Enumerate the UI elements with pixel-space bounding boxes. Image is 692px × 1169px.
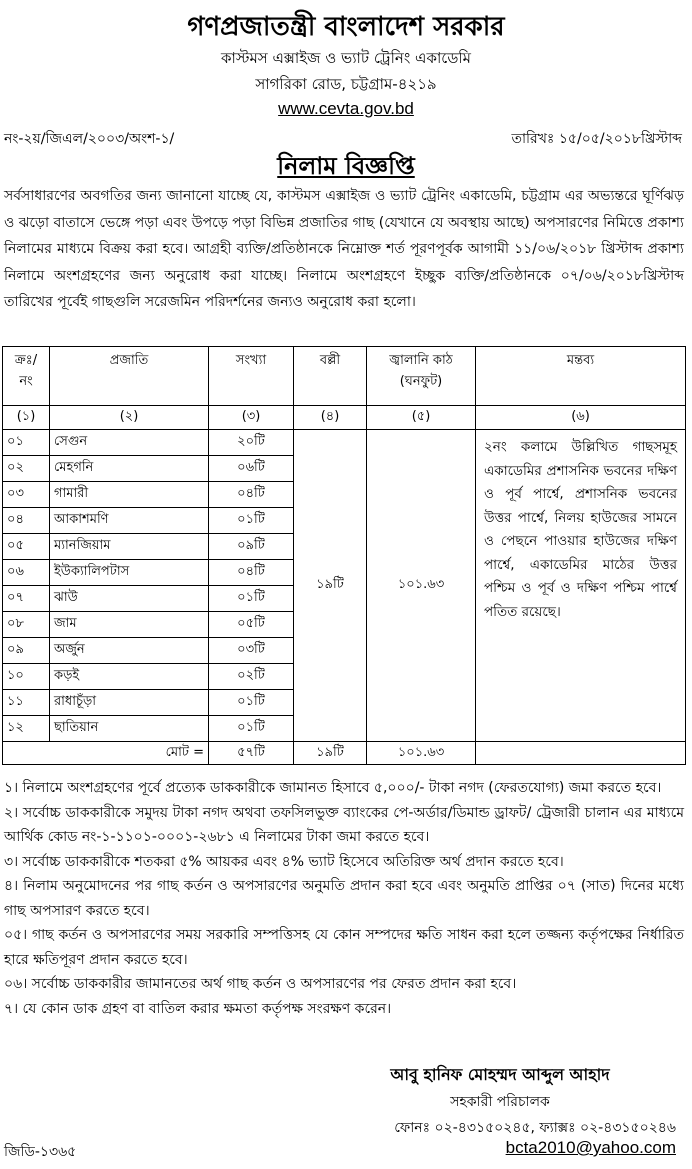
remarks-cell: ২নং কলামে উল্লিখিত গাছসমূহ একাডেমির প্রশাসনিক ভবনের দক্ষিণ ও পূর্ব পার্শ্বে, প্রশাসনিক ভবনের উত্তর পার্শ্বে, নিলয় হাউজের সামনে ও পেছনে পাওয়ার হাউজের দক্ষিণ পার্শ্বে, একাডেমির মাঠের উত্তর পশ্চিম ও পূর্ব ও দক্ষিণ পশ্চিম পার্শ্বে পতিত রয়েছে। — [476, 430, 686, 742]
notice-title: নিলাম বিজ্ঞপ্তি — [277, 152, 415, 180]
column-number-row — [3, 406, 686, 430]
col-header-remarks: মন্তব্য — [476, 347, 686, 406]
conditions-list — [4, 776, 684, 1021]
count-cell: ০৬টি — [209, 456, 294, 482]
col-header-balli: বল্লী — [294, 347, 367, 406]
col-number: (৫) — [367, 406, 476, 430]
species-cell: মেহগনি — [50, 456, 209, 482]
condition-item: ২। সর্বোচ্চ ডাককারীকে সমুদয় টাকা নগদ অথবা তফসিলভুক্ত ব্যাংকের পে-অর্ডার/ডিমান্ড ড্রাফট/ ট্রেজারী চালান এর মাধ্যমে আর্থিক কোড নং-১-১১০১-০০০১-২৬৮১ এ নিলামের টাকা জমা করতে হবে। — [4, 804, 684, 845]
col-number: (২) — [50, 406, 209, 430]
species-cell: গামারী — [50, 482, 209, 508]
serial-cell: ১২ — [3, 716, 50, 742]
serial-cell: ০২ — [3, 456, 50, 482]
condition-item: ৪। নিলাম অনুমোদনের পর গাছ কর্তন ও অপসারণের অনুমতি প্রদান করা হবে এবং অনুমতি প্রাপ্তির ০৭ (সাত) দিনের মধ্যে গাছ অপসারণ করতে হবে। — [4, 878, 684, 919]
signatory-designation: সহকারী পরিচালক — [450, 1094, 550, 1110]
col-header-serial: ক্রঃ/ নং — [3, 347, 50, 406]
serial-cell: ১১ — [3, 690, 50, 716]
species-cell: ঝাউ — [50, 586, 209, 612]
col-header-species: প্রজাতি — [50, 347, 209, 406]
col-number: (৪) — [294, 406, 367, 430]
serial-cell: ০৪ — [3, 508, 50, 534]
species-cell: রাধাচূঁড়া — [50, 690, 209, 716]
count-cell: ০৪টি — [209, 560, 294, 586]
table-row — [3, 430, 686, 456]
col-header-firewood: জ্বালানি কাঠ (ঘনফুট) — [367, 347, 476, 406]
serial-cell: ০৩ — [3, 482, 50, 508]
academy-address: সাগরিকা রোড, চট্টগ্রাম-৪২১৯ — [255, 75, 437, 93]
serial-cell: ০৬ — [3, 560, 50, 586]
count-cell: ০২টি — [209, 664, 294, 690]
col-number: (১) — [3, 406, 50, 430]
condition-item: ১। নিলামে অংশগ্রহণের পূর্বে প্রত্যেক ডাককারীকে জামানত হিসাবে ৫,০০০/- টাকা নগদ (ফেরতযোগ্য) জমা করতে হবে। — [4, 780, 662, 796]
species-cell: ছাতিয়ান — [50, 716, 209, 742]
condition-item: ৩। সর্বোচ্চ ডাককারীকে শতকরা ৫% আয়কর এবং ৪% ভ্যাট হিসেবে অতিরিক্ত অর্থ প্রদান করতে হবে। — [4, 853, 564, 870]
contact-phone-fax: ফোনঃ ০২-৪৩১৫০২৪৫, ফ্যাক্সঃ ০২-৪৩১৫০২৪৬ — [394, 1120, 676, 1136]
table-header-row — [3, 347, 686, 406]
serial-cell: ০৯ — [3, 638, 50, 664]
gd-number: জিডি-১৩৬৫ — [4, 1144, 77, 1160]
count-cell: ০৪টি — [209, 482, 294, 508]
species-cell: ইউক্যালিপটাস — [50, 560, 209, 586]
firewood-cell: ১০১.৬৩ — [367, 430, 476, 742]
total-count: ৫৭টি — [209, 742, 294, 765]
condition-item: ০৬। সর্বোচ্চ ডাককারীর জামানতের অর্থ গাছ কর্তন ও অপসারণের পর ফেরত প্রদান করা হবে। — [4, 976, 517, 992]
count-cell: ০৩টি — [209, 638, 294, 664]
condition-item: ০৫। গাছ কর্তন ও অপসারণের সময় সরকারি সম্পত্তিসহ যে কোন সম্পদের ক্ষতি সাধন করা হলে তজ্জন্য কর্তৃপক্ষের নির্ধারিত হারে ক্ষতিপূরণ প্রদান করতে হবে। — [4, 927, 684, 968]
species-cell: জাম — [50, 612, 209, 638]
col-number: (৬) — [476, 406, 686, 430]
col-number: (৩) — [209, 406, 294, 430]
total-row — [3, 742, 686, 765]
website-link[interactable]: www.cevta.gov.bd — [278, 99, 414, 118]
species-cell: সেগুন — [50, 430, 209, 456]
total-firewood: ১০১.৬৩ — [367, 742, 476, 765]
notice-date: তারিখঃ ১৫/০৫/২০১৮খ্রিস্টাব্দ — [511, 131, 682, 147]
serial-cell: ০১ — [3, 430, 50, 456]
government-heading: গণপ্রজাতন্ত্রী বাংলাদেশ সরকার — [187, 12, 505, 42]
serial-cell: ১০ — [3, 664, 50, 690]
species-cell: অর্জুন — [50, 638, 209, 664]
tree-list-table — [2, 346, 686, 765]
intro-paragraph: সর্বসাধারণের অবগতির জন্য জানানো যাচ্ছে যে, কাস্টমস এক্সাইজ ও ভ্যাট ট্রেনিং একাডেমি, চট্টগ্রাম এর অভ্যন্তরে ঘূর্ণিঝড় ও ঝড়ো বাতাসে ভেঙ্গে পড়া এবং উপড়ে পড়া বিভিন্ন প্রজাতির গাছ (যেখানে যে অবস্থায় আছে) অপসারণের নিমিত্তে প্রকাশ্য নিলামের মাধ্যমে বিক্রয় করা হবে। আগ্রহী ব্যক্তি/প্রতিষ্ঠানকে নিম্নোক্ত শর্ত পূরণপূর্বক আগামী ১১/০৬/২০১৮ খ্রিস্টাব্দ প্রকাশ্য নিলামে অংশগ্রহণের জন্য অনুরোধ করা যাচ্ছে। নিলামে অংশগ্রহণে ইচ্ছুক ব্যক্তি/প্রতিষ্ঠানকে ০৭/০৬/২০১৮খ্রিস্টাব্দ তারিখের পূর্বেই গাছগুলি সরেজমিন পরিদর্শনের জন্যও অনুরোধ করা হলো। — [4, 188, 684, 310]
species-cell: ম্যানজিয়াম — [50, 534, 209, 560]
balli-cell: ১৯টি — [294, 430, 367, 742]
total-label: মোট = — [3, 742, 209, 765]
count-cell: ০১টি — [209, 690, 294, 716]
count-cell: ০১টি — [209, 586, 294, 612]
species-cell: কড়ই — [50, 664, 209, 690]
count-cell: ০৯টি — [209, 534, 294, 560]
condition-item: ৭। যে কোন ডাক গ্রহণ বা বাতিল করার ক্ষমতা কর্তৃপক্ষ সংরক্ষণ করেন। — [4, 1000, 392, 1017]
col-header-count: সংখ্যা — [209, 347, 294, 406]
count-cell: ০১টি — [209, 508, 294, 534]
count-cell: ০৫টি — [209, 612, 294, 638]
serial-cell: ০৮ — [3, 612, 50, 638]
count-cell: ২০টি — [209, 430, 294, 456]
signatory-name: আবু হানিফ মোহম্মদ আব্দুল আহাদ — [390, 1065, 610, 1084]
serial-cell: ০৫ — [3, 534, 50, 560]
contact-email-link[interactable]: bcta2010@yahoo.com — [505, 1138, 676, 1157]
count-cell: ০১টি — [209, 716, 294, 742]
total-balli: ১৯টি — [294, 742, 367, 765]
academy-name: কাস্টমস এক্সাইজ ও ভ্যাট ট্রেনিং একাডেমি — [220, 49, 471, 67]
serial-cell: ০৭ — [3, 586, 50, 612]
species-cell: আকাশমণি — [50, 508, 209, 534]
reference-number: নং-২য়/জিএল/২০০৩/অংশ-১/ — [4, 131, 175, 147]
total-remarks-empty — [476, 742, 686, 765]
